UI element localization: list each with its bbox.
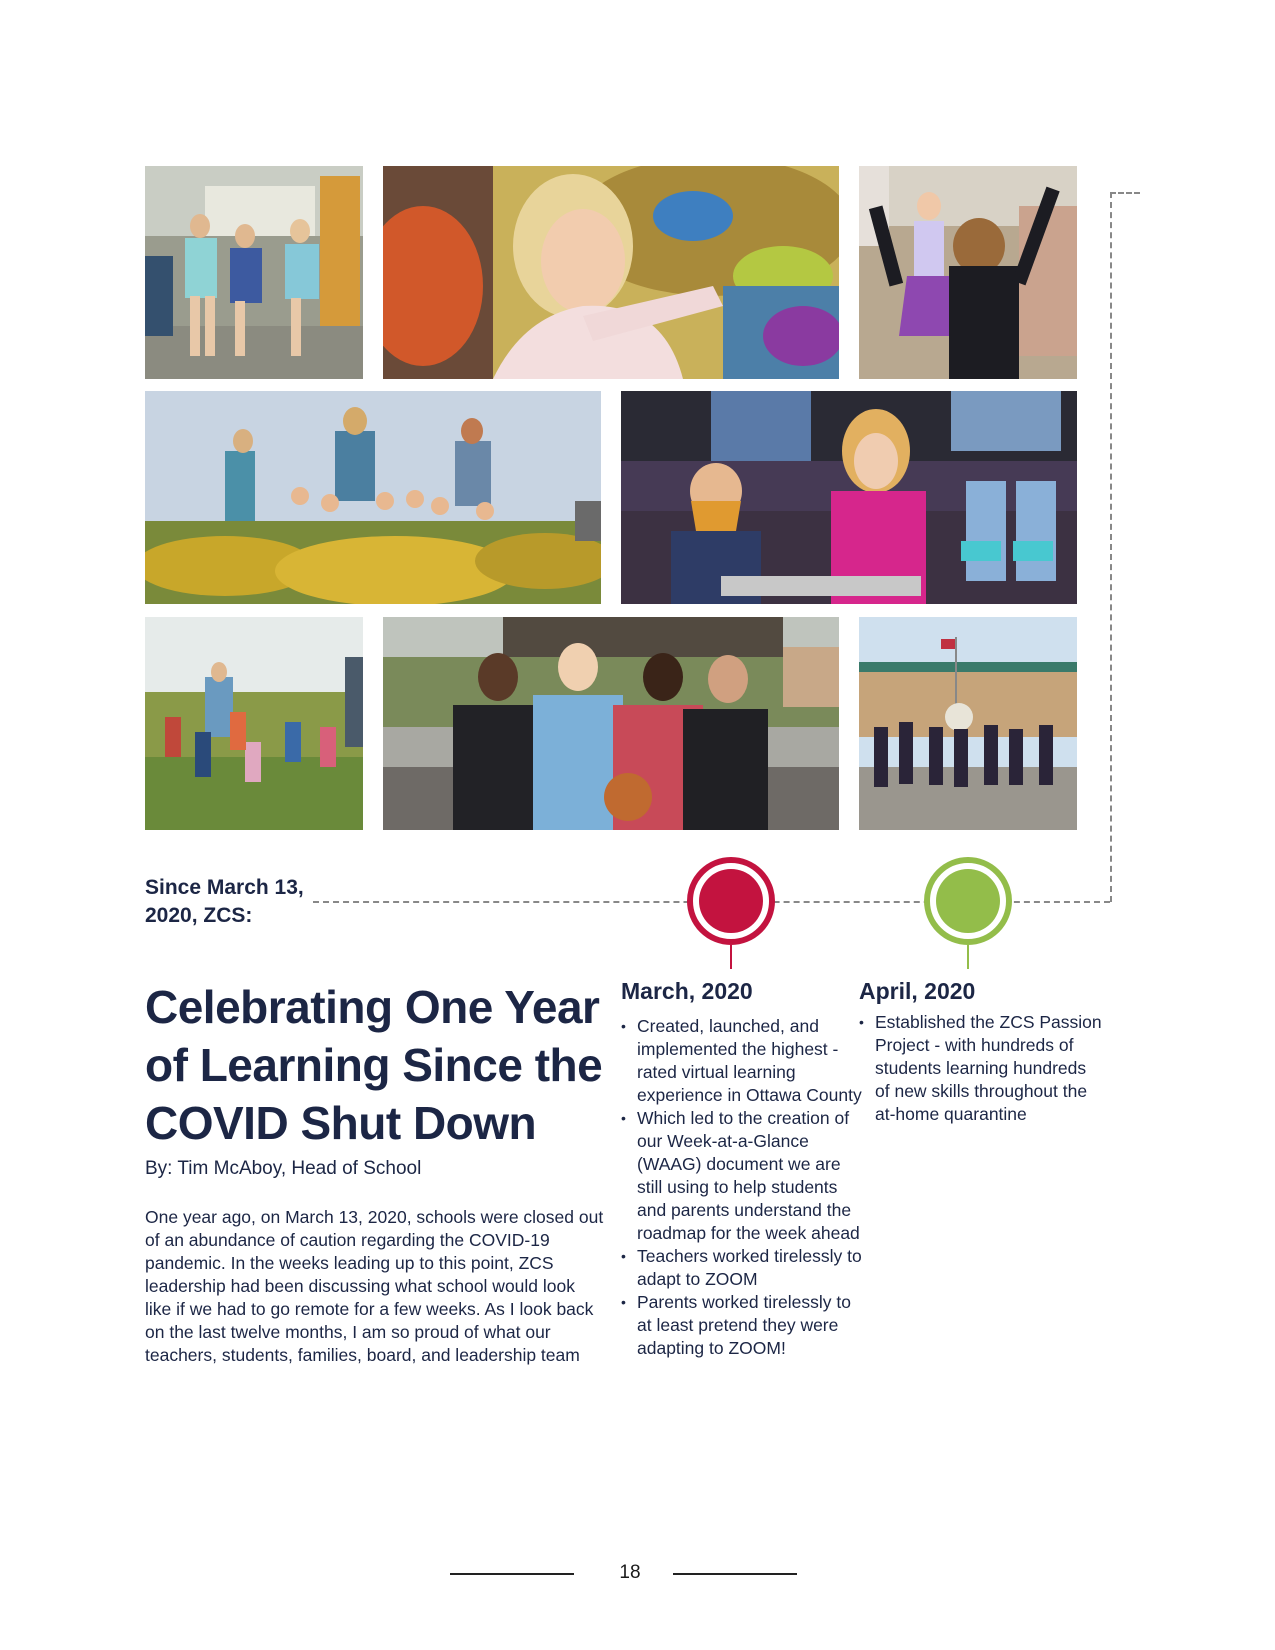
- april-marker: [924, 857, 1012, 945]
- april-heading: April, 2020: [859, 978, 976, 1004]
- photo-icon: [383, 166, 839, 379]
- list-item: • Parents worked tirelessly to at least pretend they were adapting to ZOOM!: [637, 1291, 869, 1360]
- march-list: [621, 1015, 869, 1360]
- march-heading: March, 2020: [621, 978, 753, 1004]
- photo-icon: [859, 617, 1077, 830]
- timeline-dashed-top: [1110, 192, 1140, 194]
- photo-icon: [145, 391, 601, 604]
- photo-marching-band: [859, 617, 1077, 830]
- photo-icon: [859, 166, 1077, 379]
- page-number: 18: [619, 1562, 641, 1583]
- photo-icon: [383, 617, 839, 830]
- march-marker: [687, 857, 775, 945]
- photo-boy-raising-arms: [859, 166, 1077, 379]
- timeline-dashed-connector: [1110, 192, 1112, 902]
- article-body: One year ago, on March 13, 2020, schools were closed out of an abundance of caution regarding the COVID-19 pandemic. In the weeks leading up to this point, ZCS leadership had been discussing what school would look like if we had to go remote for a few weeks. As I look back on the last twelve months, I am so proud of what our teachers, students, families, board, and leadership team: [145, 1207, 604, 1365]
- photo-four-boys-masks: [383, 617, 839, 830]
- photo-icon: [621, 391, 1077, 604]
- article-byline: By: Tim McAboy, Head of School: [145, 1158, 422, 1179]
- photo-teachers-field: [145, 391, 601, 604]
- march-stem: [730, 945, 732, 969]
- photo-icon: [145, 617, 363, 830]
- photo-kids-music-mallets: [621, 391, 1077, 604]
- list-item: • Created, launched, and implemented the highest -rated virtual learning experience in Ottawa County: [637, 1015, 869, 1107]
- april-marker-dot: [936, 869, 1000, 933]
- timeline-intro: Since March 13, 2020, ZCS:: [145, 876, 304, 927]
- photo-children-circle-field: [145, 617, 363, 830]
- march-marker-dot: [699, 869, 763, 933]
- april-stem: [967, 945, 969, 969]
- photo-students-hallway: [145, 166, 363, 379]
- photo-icon: [145, 166, 363, 379]
- list-item: • Which led to the creation of our Week-at-a-Glance (WAAG) document we are still using to help students and parents understand the roadmap for the week ahead: [637, 1107, 869, 1245]
- april-list: [859, 1011, 1105, 1126]
- list-item: • Established the ZCS Passion Project - with hundreds of students learning hundreds of new skills throughout the at-home quarantine: [875, 1011, 1105, 1126]
- photo-girl-on-rug: [383, 166, 839, 379]
- article-title: Celebrating One Year of Learning Since the COVID Shut Down: [145, 981, 603, 1149]
- list-item: • Teachers worked tirelessly to adapt to ZOOM: [637, 1245, 869, 1291]
- footer-rule-right: [673, 1573, 797, 1575]
- footer-rule-left: [450, 1573, 574, 1575]
